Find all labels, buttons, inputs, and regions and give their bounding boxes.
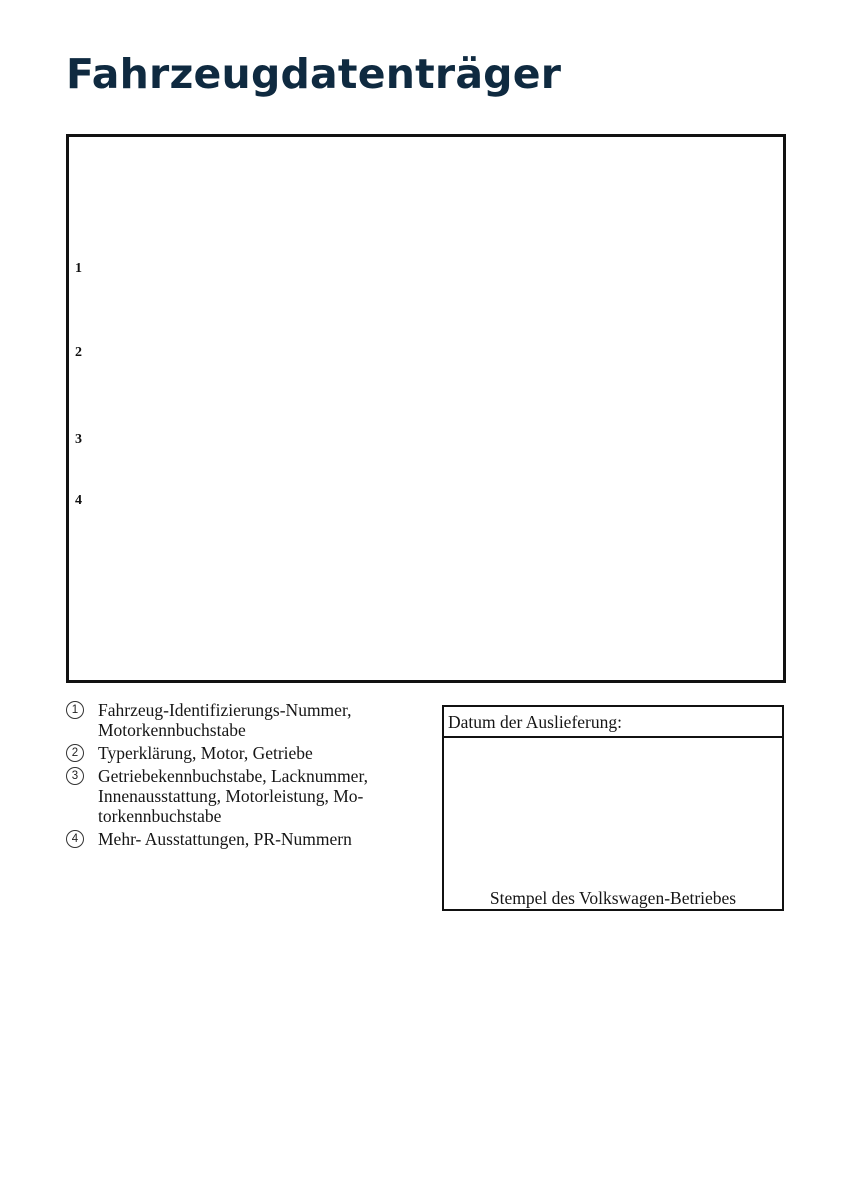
field-marker-1: 1	[75, 261, 82, 276]
vehicle-data-carrier-box	[66, 134, 786, 683]
circled-number-1-icon: 1	[66, 701, 84, 719]
field-marker-4: 4	[75, 493, 82, 508]
delivery-date-stamp-box	[442, 705, 784, 911]
dealer-stamp-label: Stempel des Volkswagen-Betriebes	[489, 888, 737, 908]
legend-item-3	[66, 766, 406, 826]
legend-text-line: Innenausstattung, Motorleistung, Mo-	[98, 786, 364, 806]
circled-number-4-icon: 4	[66, 830, 84, 848]
legend-item-4	[66, 829, 406, 849]
legend-item-1	[66, 700, 406, 740]
legend-text-line: Motorkennbuchstabe	[98, 720, 246, 740]
page-title: Fahrzeugdatenträger	[66, 50, 562, 98]
legend-text-line: Typerklärung, Motor, Getriebe	[98, 743, 313, 763]
legend-text-line: Getriebekennbuchstabe, Lacknummer,	[98, 766, 368, 786]
legend-item-2	[66, 743, 406, 763]
legend-text-line: Mehr- Ausstattungen, PR-Nummern	[98, 829, 352, 849]
legend-text-line: Fahrzeug-Identifizierungs-Nummer,	[98, 700, 352, 720]
field-legend	[66, 700, 406, 852]
legend-text-line: torkennbuchstabe	[98, 806, 222, 826]
field-marker-3: 3	[75, 432, 82, 447]
field-marker-2: 2	[75, 345, 82, 360]
delivery-date-label: Datum der Auslieferung:	[444, 707, 782, 738]
circled-number-3-icon: 3	[66, 767, 84, 785]
circled-number-2-icon: 2	[66, 744, 84, 762]
